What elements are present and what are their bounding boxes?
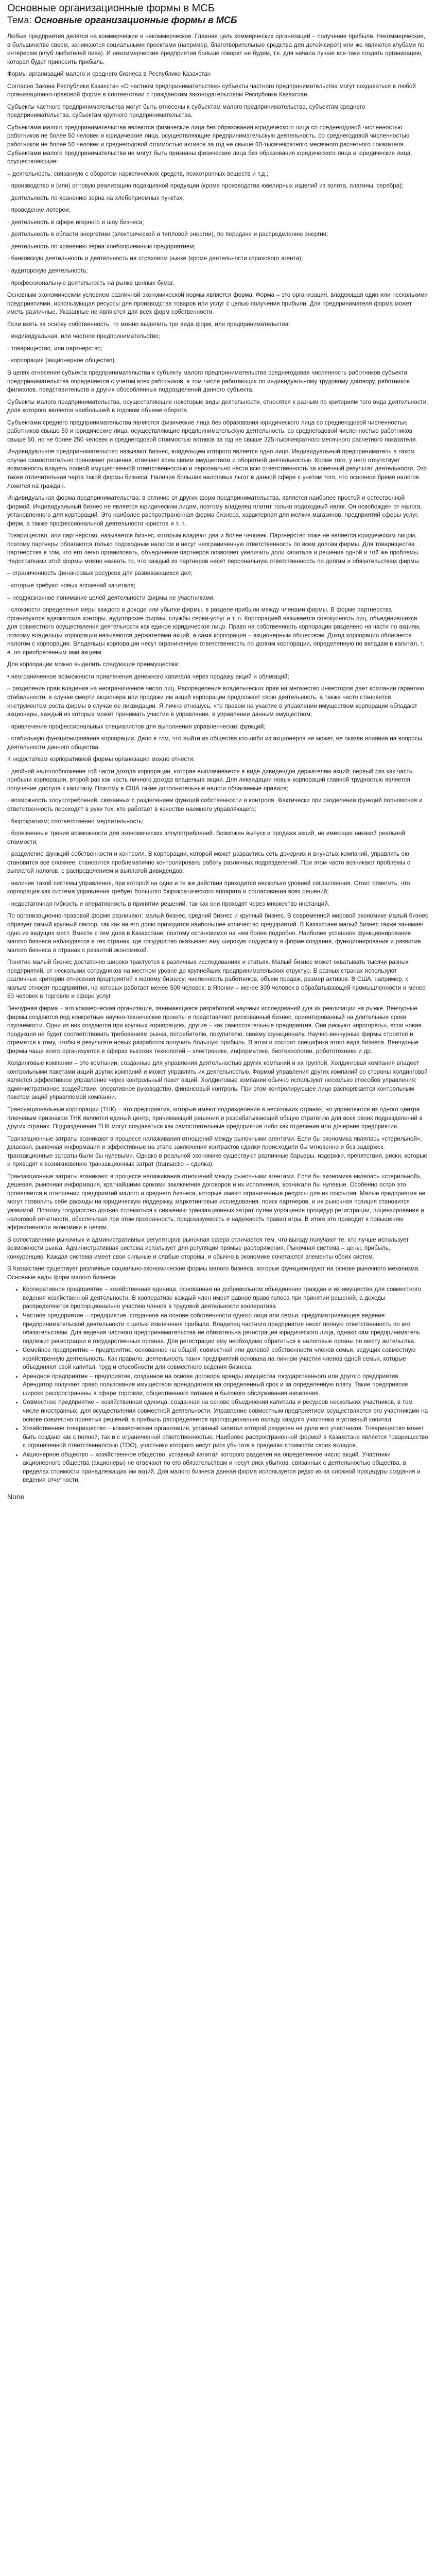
paragraph: · корпорация (акционерное общество). — [7, 357, 116, 364]
paragraph: Индивидуальное предпринимательство называют бизнес, владельцем которого является одно лицо. Индивидуальный предприниматель в таком случае самостоятельно принимает решения, отвечает всем своим имуществом и оборотной деятельностью. Кроме того, у него отсутствует возможность владеть полной имущественной ответственностью и персонально нести всю ответственность за конечный результат деятельности. Это также отличительная черта такой формы бизнеса. Наличие больших налоговых льгот в данной сфере с учетом того, что основное бремя налогов ложится на граждан. — [7, 448, 427, 489]
paragraph: · проведение лотереи; — [7, 207, 71, 214]
paragraph: Если взять за основу собственность, то можно выделить три вида форм, или предпринимательства: — [7, 320, 290, 328]
paragraph: Субъектами малого предпринимательства являются физические лица без образования юридического лица со среднегодовой численностью работников не более 50 человек и юридические лица, осуществляющие предпринимательскую деятельность, со среднегодовой численностью работников не более 50 человек и среднегодовой стоимостью активов за год не свыше 60-тысячекратного месячного расчетного показателя. Субъектами малого предпринимательства не могут быть признаны физические лица без образования юридического лица и юридические лица, осуществляющие: — [7, 124, 412, 165]
document-topic — [7, 14, 429, 26]
paragraph: Товарищество, или партнерство, называется бизнес, которым владеют два и более человек. Партнерство тоже не является юридическим лицом, поэтому партнеры облагаются только подоходным налогом и несут неограниченную ответственность по всем долгам фирмы. Для товарищества партнерства в том, что его легко организовать, объединение партнеров позволяет увеличить доли капитала и решения одной и той же проблемы. Недостатками этой формы можно назвать то, что каждый из партнеров несет персональную ответственность по долгам и обязательствам фирмы. — [7, 532, 421, 565]
paragraph: · товарищество, или партнерство; — [7, 345, 102, 352]
paragraph: · сложности определения меры каждого в доходе или убытке фирмы, в разделе прибыли между членами фирмы. В форме партнерства организуются адвокатские конторы, аудиторские фирмы, службы серви-услуг и т. п. Корпорацией называется совокупность лиц, объединившихся для совместного осуществления деятельности как единое юридическое лицо. Право на собственность корпорации разделено на части по акциям, поэтому владельцы корпорации называются держателями акций, а сама корпорация – акционерным обществом. Доход корпорации облагается налогом с корпорации. Владельцы корпорации несут ограниченную ответственность по долгам корпорации, определенную по вкладам в капитал, т. е. по приобретенным ими акциям. — [7, 606, 425, 656]
paragraph: · бюрократизм; соответственно медлительность; — [7, 818, 144, 825]
form-list — [7, 1285, 429, 1485]
paragraph: Венчурная фирма – это коммерческая организация, занимающаяся разработкой научных исследований для их реализации на рынке. Венчурные фирмы создаются под конкретные научно-технические проекты и представляют рискованный бизнес, ориентированный на длительные сроки окупаемости. Одни из них создаются при крупных корпорациях, другие – как самостоятельные предприятия. Они рискуют «прогореть», если новая продукция не будет соответствовать требованиям рынка, потребителю, покупателю, своему функционалу. Научно-венчурные фирмы строятся и стремятся к тому, чтобы в результате новых разработок получить большую прибыль. В этом и состоит специфика этого вида бизнеса. Венчурные фирмы чаще всего организуются в сферах высоких технологий – электронике, информатике, биотехнологии, робототехнике и др. — [7, 1005, 422, 1055]
topic-label: Тема: — [7, 15, 32, 25]
paragraph: · возможность злоупотреблений, связанных с разделением функций собственности и контроля. Фактически при разделении функций полномочия и ответственность переходят в руки тех, кто работает в качестве наемного управляющего; — [7, 797, 423, 813]
paragraph: · привлечение профессиональных специалистов для выполнения управленческих функций; — [7, 723, 266, 730]
paragraph: · разделение функций собственности и контроля. В корпорации, которой может разрастись сеть дочерних и внучатых компаний, управлять ею становится все сложнее, становится проблематично контролировать работу различных подразделений. При этом часто возникают проблемы с выплатой налогов, с распределением и выплатой дивидендов; — [7, 851, 410, 875]
paragraph: В Казахстане существует различные социально-экономические формы малого бизнеса, которые функционируют на основе рыночного механизма. Основные виды форм малого бизнеса: — [7, 1265, 420, 1281]
paragraph: Субъекты малого предпринимательства, осуществляющие некоторые виды деятельности, относятся к разным по критериям того вида деятельности, доля которого является наибольшей в годовом объеме оборота. — [7, 398, 428, 414]
paragraph: К недостаткам корпоративной формы организации можно отнести: — [7, 756, 195, 763]
topic-value: Основные организационные формы в МСБ — [34, 15, 237, 25]
paragraph: Транзакционные затраты возникают в процессе налаживания отношений между рыночными агентами. Если бы экономика являлась «стерильной», дешевая, рыночная информация, кратчайшими сроками заключения договоров и их исполнения, возникали бы нулевые. Особенно остро это проявляется в отношении предприятий малого и среднего бизнеса, которые имеют ограниченные ресурсы для их покрытия. Малые предприятия не могут позволить себе расходы на юридическую поддержку, маркетинговые исследования, поиск партнеров, и их рыночная позиция становится уязвимой. Поэтому государство должно стремиться к снижению транзакционных затрат путем упрощения процедур регистрации, лицензирования и налоговой отчетности, обеспечивая при этом прозрачность, предсказуемость и надежность правил игры. В итоге это приводит к повышению эффективности экономики в целом. — [7, 1173, 426, 1231]
paragraph: Формы организаций малого и среднего бизнеса в Республике Казахстан — [7, 71, 211, 78]
paragraph: · аудиторскую деятельность; — [7, 267, 88, 275]
paragraph: · болезненные трения возможности для экономических злоупотреблений. Возможен выпуск и продажа акций, не имеющих никакой реальной стоимости; — [7, 830, 405, 845]
paragraph: · профессиональную деятельность на рынке ценных бумаг. — [7, 279, 175, 286]
paragraph: – деятельность, связанную с оборотом наркотических средств, психотропных веществ и т.д.; — [7, 170, 268, 177]
paragraph: – неоднозначное понимание целей деятельности фирмы не участниками; — [7, 594, 215, 601]
paragraph: – разделение прав владения на неограниченное число лиц. Распределение владельческих прав на множество инвесторов дает компании гарантию стабильности; в случае смерти акционера или продажи им акций корпорации продолжает свою деятельность, а также часто становится инструментом роста фирмы в случае ее ликвидации. Я лично отношусь, что правом на участие в управлении имуществом корпорации обладают акционеры, каждый из которых может принимать участие в управлении, в управлении данным имуществом; — [7, 685, 424, 718]
paragraph: В сопоставлении рыночных и административных регуляторов рыночная сфера отличается тем, что выгоду получают те, кто лучше использует возможности рынка. Административная система использует для регуляции прямые распоряжения. Рыночная система – цены, прибыль, конкуренцию. Каждая система имеет свои сильные и слабые стороны, и обычно в экономике сочетаются элементы обеих систем. — [7, 1236, 409, 1260]
paragraph: Согласно Закона Республики Казахстан «О частном предпринимательстве» субъекты частного предпринимательства могут создаваться в любой организационно-правовой форме в соответствии с гражданским законодательством Республики Казахстан. — [7, 82, 416, 98]
paragraph: Субъекты частного предпринимательства могут быть отнесены к субъектам малого предпринимательства, субъектам среднего предпринимательства, субъектам крупного предпринимательства. — [7, 103, 365, 119]
paragraph: Субъектами среднего предпринимательства являются физические лица без образования юридического лица со среднегодовой численностью работников свыше 50 и юридические лица, осуществляющие предпринимательскую деятельность, со среднегодовой численностью работников свыше 50, но не более 250 человек и среднегодовой стоимостью активов за год не свыше 325-тысячекратного месячного расчетного показателя. — [7, 419, 417, 443]
paragraph: Любые предприятия делятся на коммерческие и некоммерческие. Главная цель коммерческих организаций – получение прибыли. Некоммерческие, в большинстве своем, занимаются социальными проектами (например, благотворительные средства для детей-сирот) или же являются клубами по интересам (клуб любителей пива). И некоммерческие предприятия больше говорят не будем, т.к. для начала лучше все-таки создать организацию, которая будет приносить прибыль. — [7, 33, 426, 65]
paragraph: · деятельность по хранению зерна хлебоприемным предприятием; — [7, 243, 196, 250]
paragraph: · стабильную функционирования корпорации. Дело в том, что выйти из общества кто-либо из акционеров не может, не оказав влияния на вопросы деятельности данного общества. — [7, 735, 422, 751]
document-body — [7, 32, 429, 1485]
paragraph: Индивидуальная форма предпринимательства: в отличие от других форм предпринимательства, является наиболее простой и естественной формой. Индивидуальный бизнес не является юридическим лицом, поэтому владелец платит только подоходный налог. Он освобожден от налога, установленного для корпораций. Это наиболее распространенная форма бизнеса, характерная для мелких магазинов, предприятий сферы услуг, ферм, а также профессиональной деятельности юристов и т. п. — [7, 495, 422, 527]
paragraph: – ограниченность финансовых ресурсов для развивающихся дел; — [7, 570, 193, 577]
list-item: • Совместное предприятие – хозяйственная единица, созданная на основе объединения капитала и ресурсов нескольких участников, в том числе иностранных, для осуществления совместной деятельности. Управление совместным предприятием осуществляется его участниками на основе совместно принятых решений, а прибыль распределяется пропорционально вкладу каждого участника в уставный капитал. — [23, 1398, 429, 1424]
paragraph: По организационно-правовой форме различают: малый бизнес, средний бизнес и крупный бизнес. В современной мировой экономике малый бизнес образует самый крупный сектор, так как на его долю приходится наибольшее количество предприятий. В Казахстане малый бизнес также занимает одно из ведущих мест. Вместе с тем доля в Казахстане, поэтому остановимся на нем более подробно. Наиболее успешное функционирование малого бизнеса наблюдается в тех странах, где государство оказывает ему широкую поддержку в форме создания, функционирования и развития малого бизнеса в странах с развитой экономикой. — [7, 912, 428, 954]
paragraph: · деятельность в сфере игорного и шоу бизнеса; — [7, 218, 144, 226]
document-title: Основные организационные формы в МСБ — [7, 3, 215, 14]
document-footer: None — [7, 1492, 25, 1501]
paragraph: · деятельность в области энергетики (электрической и тепловой энергии), по передаче и распределению энергии; — [7, 231, 328, 238]
paragraph: · двойной налогообложение той части дохода корпорации, которая выплачивается в виде дивидендов держателям акций; первый раз как часть прибыли корпорации, второй раз как часть личного дохода владельца акции. Для ликвидации новых корпораций главной трудностью является получение доступа к капиталу. Поэтому в США такие дополнительные налоги облагаемые правила; — [7, 768, 412, 792]
paragraph: Основным экономическим условием различной экономической нормы является форма. Форма – это организация, владеющая один или несколькими предприятиями, использующая ресурсы для производства товаров или услуг с целью получения прибыли. Для предпринимателя форма может иметь различные. Указанные не являются для всех форм собственности. — [7, 292, 428, 316]
paragraph: Холдинговые компании – это компании, созданные для управления деятельностью других компаний и их группой. Холдинговая компания владеет контрольными пакетами акций других компаний и может управлять их деятельностью. Формой управления других компаний со стороны холдинговой является эффективное управление через контрольный пакет акций. Холдинговые компании обычно используют несколько способов управления: административное воздействие, оперативное руководство, финансовый контроль. При этом контролирующее лицо распоряжается контрольным пакетом акций управляемой компании. — [7, 1060, 428, 1101]
paragraph-list — [7, 32, 429, 1282]
paragraph: Транснациональные корпорации (ТНК) – это предприятия, которые имеют подразделения в нескольких странах, но управляются из одного центра. Ключевым признаком ТНК является единый центр, принимающий решения и разрабатывающий общую стратегию для всех своих подразделений в других странах. Подразделения ТНК могут создаваться как самостоятельные предприятия либо как отделения или дочерние предприятия. — [7, 1106, 423, 1130]
paragraph: · деятельность по хранению зерна на хлебоприемных пунктах; — [7, 194, 184, 201]
paragraph: · индивидуальная, или частное предпринимательство; — [7, 333, 160, 340]
paragraph: В целях отнесения субъекта предпринимательства к субъекту малого предпринимательства среднегодовая численность работников субъекта предпринимательства определяется с учетом всех работников, в том числе работающих по индивидуальному трудовому договору, работников филиалов, представительств и других обособленных подразделений данного субъекта. — [7, 369, 410, 394]
list-item: • Семейное предприятие – предприятие, основанное на общей, совместной или долевой собственности членов семьи, ведущих совместную хозяйственную деятельность. Как правило, деятельность таких предприятий основана на личном участии членов одной семьи, которые объединяют свой капитал, труд и способности для совместного ведения бизнеса. — [23, 1346, 429, 1372]
list-item: • Частное предприятие – предприятие, созданное на основе собственности одного лица или семьи, предусматривающее ведение предпринимательской деятельности с целью извлечения прибыли. Владелец частного предприятия несет полную ответственность по его обязательствам. Для ведения частного предпринимательства не обязательна регистрация юридического лица, однако сам предприниматель подлежит регистрации в государственных органах. Для регистрации ему необходимо обратиться в налоговые органы по месту жительства. — [23, 1312, 429, 1346]
paragraph: · недостаточная гибкость и оперативность в принятии решений, так как они проходят через множество инстанций. — [7, 900, 329, 907]
paragraph: Понятие малый бизнес достаточно широко трактуется в различных исследованиях и статьях. Малый бизнес может охватывать тысячи разных предприятий, от нескольких сотрудников на местном уровне до крупнейших предпринимательских структур. В разных странах используют различные критерии отнесения предприятий к малому бизнесу: численность работников, объем продаж, размер активов. В США, например, к малым относят предприятия, на которых работает менее 500 человек; в Японии – менее 300 человек в обрабатывающей промышленности и менее 50 человек в торговле и сфере услуг. — [7, 959, 426, 1000]
list-item: • Кооперативное предприятие – хозяйственная единица, основанная на добровольном объединении граждан и их имущества для совместного ведения хозяйственной деятельности. В кооперативе каждый член имеет равное право голоса при принятии решений, а доходы распределяются пропорционально участию членов в трудовой деятельности кооператива. — [23, 1285, 429, 1311]
paragraph: · наличие такой системы управления, при которой на одни и те же действия приходится несколько уровней согласования. Стоит отметить, что корпорация как система управления требует большого бюрократического аппарата и согласования всех решений; — [7, 879, 410, 895]
paragraph: · банковскую деятельность и деятельность на страховом рынке (кроме деятельности страхового агента); — [7, 255, 303, 262]
list-item: • Арендное предприятие – предприятие, созданное на основе договора аренды имущества государственного или другого предприятия. Арендатор получает право пользования имуществом арендодателя на определенный срок и за определенную плату. Такие предприятия широко распространены в сфере торговли, общественного питания и бытового обслуживания населения. — [23, 1372, 429, 1398]
paragraph: Транзакционные затраты возникают в процессе налаживания отношений между рыночными агентами. Если бы экономика являлась «стерильной», дешевая, рыночная информация и эффективные на этапе заключения контрактов сделки происходили бы мгновенно и без задержек, транзакционные затраты были бы нулевыми. Однако в реальной экономике существуют различные барьеры, издержки, препятствия, риски, которые и приводят к возникновению транзакционных затрат (transactio – сделка). — [7, 1135, 427, 1168]
paragraph: Для корпорации можно выделить следующие преимущества: — [7, 661, 180, 668]
paragraph: · которые требуют новых вложений капитала; — [7, 582, 136, 589]
list-item: • Хозяйственное товарищество – коммерческая организация, уставный капитал которой разделен на доли его участников. Товарищество может быть создано как с полной, так и с ограниченной ответственностью. Наиболее распространенной формой в Казахстане является товарищество с ограниченной ответственностью (ТОО), участники которого несут риск убытков в пределах стоимости своих вкладов. — [23, 1425, 429, 1450]
paragraph: · производство и (или) оптовую реализацию подакцизной продукции (кроме производства ювелирных изделий из золота, платины, серебра); — [7, 182, 404, 190]
list-item: • Акционерное общество – хозяйственное общество, уставный капитал которого разделен на определенное число акций. Участники акционерного общества (акционеры) не отвечают по его обязательствам и несут риск убытков, связанных с деятельностью общества, в пределах стоимости принадлежащих им акций. Для малого бизнеса данная форма используется редко из-за сложной процедуры создания и ведения отчетности. — [23, 1451, 429, 1485]
paragraph: • неограниченное возможности привлечения денежного капитала через продажу акций и облигаций; — [7, 673, 289, 680]
